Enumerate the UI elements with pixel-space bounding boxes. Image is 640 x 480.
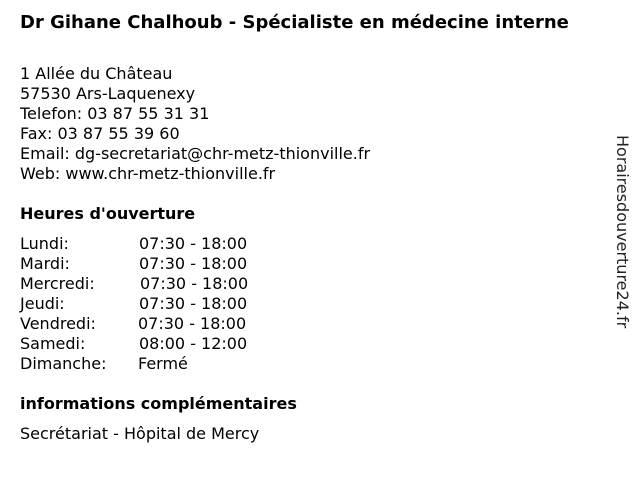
day-label: Vendredi: [20, 314, 96, 333]
info-heading: informations complémentaires [20, 394, 297, 413]
time-range: 07:30 - 18:00 [140, 274, 249, 293]
day-label: Mercredi: [20, 274, 95, 293]
business-name: Dr Gihane Chalhoub - Spécialiste en médecine interne [20, 12, 569, 33]
city: 57530 Ars-Laquenexy [20, 84, 196, 103]
time-range: 07:30 - 18:00 [139, 294, 248, 313]
day-label: Dimanche: [20, 354, 107, 373]
contact-details [20, 64, 370, 184]
time-range: 07:30 - 18:00 [139, 234, 248, 253]
website: Web: www.chr-metz-thionville.fr [20, 164, 276, 183]
time-range: 07:30 - 18:00 [139, 254, 248, 273]
day-label: Lundi: [20, 234, 69, 253]
day-label: Mardi: [20, 254, 70, 273]
street-address: 1 Allée du Château [20, 64, 173, 83]
day-label: Jeudi: [20, 294, 65, 313]
site-watermark: Horairesdouverture24.fr [613, 135, 632, 329]
hours-heading: Heures d'ouverture [20, 204, 196, 223]
time-range: Fermé [138, 354, 188, 373]
time-range: 08:00 - 12:00 [139, 334, 248, 353]
phone-number: Telefon: 03 87 55 31 31 [20, 104, 210, 123]
fax-number: Fax: 03 87 55 39 60 [20, 124, 180, 143]
info-text: Secrétariat - Hôpital de Mercy [20, 424, 260, 443]
day-label: Samedi: [20, 334, 86, 353]
email-address: Email: dg-secretariat@chr-metz-thionville.fr [20, 144, 371, 163]
time-range: 07:30 - 18:00 [138, 314, 247, 333]
